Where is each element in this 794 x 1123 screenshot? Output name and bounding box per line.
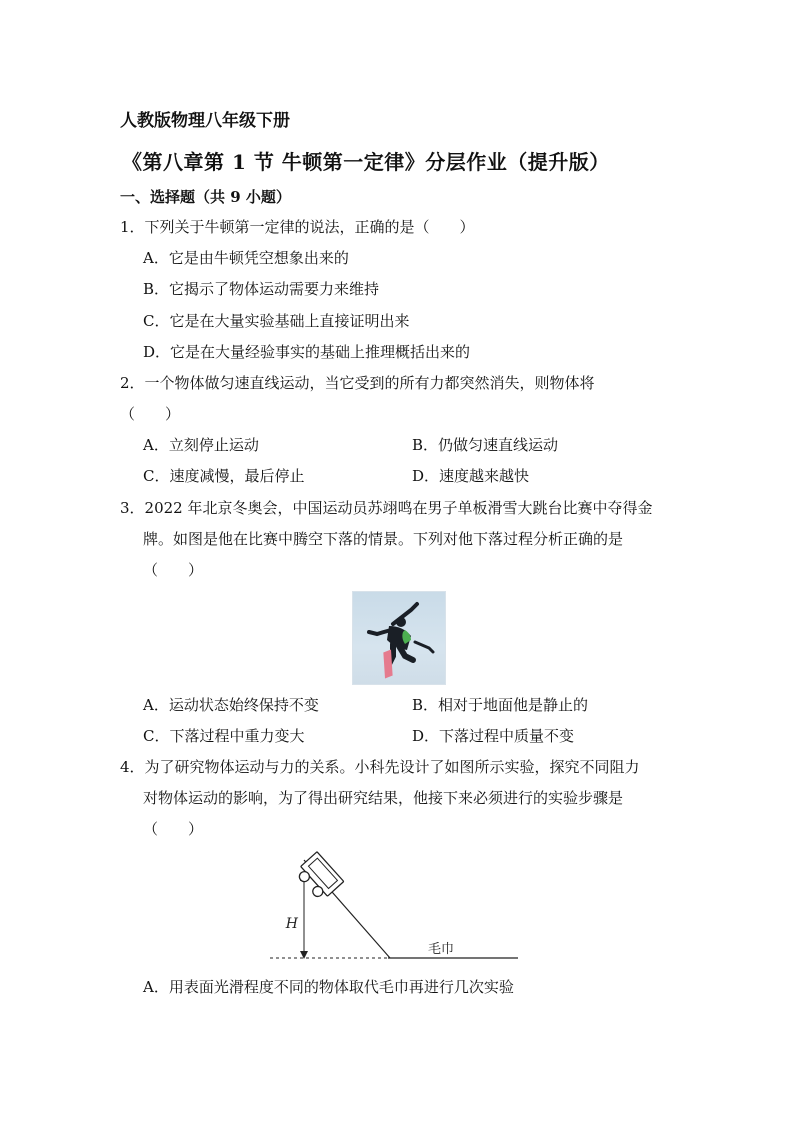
ramp-experiment-diagram [270,848,530,966]
section-heading: 一、选择题（共 9 小题） [120,188,291,206]
question-3-option-c: C．下落过程中重力变大 [143,727,305,745]
question-1-option-a: A．它是由牛顿凭空想象出来的 [143,249,349,267]
question-2-option-a: A．立刻停止运动 [143,436,259,454]
grade-subtitle: 人教版物理八年级下册 [120,111,290,131]
question-3-answer-blank: （ ） [143,561,204,579]
question-2-stem: 2．一个物体做匀速直线运动，当它受到的所有力都突然消失，则物体将 [120,374,595,392]
question-4-option-a: A．用表面光滑程度不同的物体取代毛巾再进行几次实验 [143,978,514,996]
question-2-option-b: B．仍做匀速直线运动 [412,436,559,454]
snowboarder-figure-icon [353,592,445,684]
question-4-answer-blank: （ ） [143,820,204,838]
question-2-stem-cont: （ ） [120,405,181,423]
question-4-stem: 4．为了研究物体运动与力的关系。小科先设计了如图所示实验，探究不同阻力 [120,758,640,776]
question-1-option-b: B．它揭示了物体运动需要力来维持 [143,280,380,298]
question-3-option-d: D．下落过程中质量不变 [412,727,575,745]
cart-icon [294,852,344,902]
question-4-stem-cont: 对物体运动的影响，为了得出研究结果，他接下来必须进行的实验步骤是 [143,789,624,807]
question-3-option-a: A．运动状态始终保持不变 [143,696,319,714]
question-1-option-c: C．它是在大量实验基础上直接证明出来 [143,312,410,330]
question-2-option-c: C．速度减慢，最后停止 [143,467,305,485]
worksheet-title: 《第八章第 1 节 牛顿第一定律》分层作业（提升版） [122,150,610,174]
question-1-option-d: D．它是在大量经验事实的基础上推理概括出来的 [143,343,471,361]
snowboarder-photo [352,591,446,685]
height-label: H [285,916,298,932]
question-3-stem: 3．2022 年北京冬奥会，中国运动员苏翊鸣在男子单板滑雪大跳台比赛中夺得金 [120,499,653,517]
towel-label: 毛巾 [428,942,455,957]
question-3-stem-cont: 牌。如图是他在比赛中腾空下落的情景。下列对他下落过程分析正确的是 [143,530,624,548]
question-1-stem: 1．下列关于牛顿第一定律的说法，正确的是（ ） [120,218,475,236]
question-2-option-d: D．速度越来越快 [412,467,530,485]
question-3-option-b: B．相对于地面他是静止的 [412,696,589,714]
